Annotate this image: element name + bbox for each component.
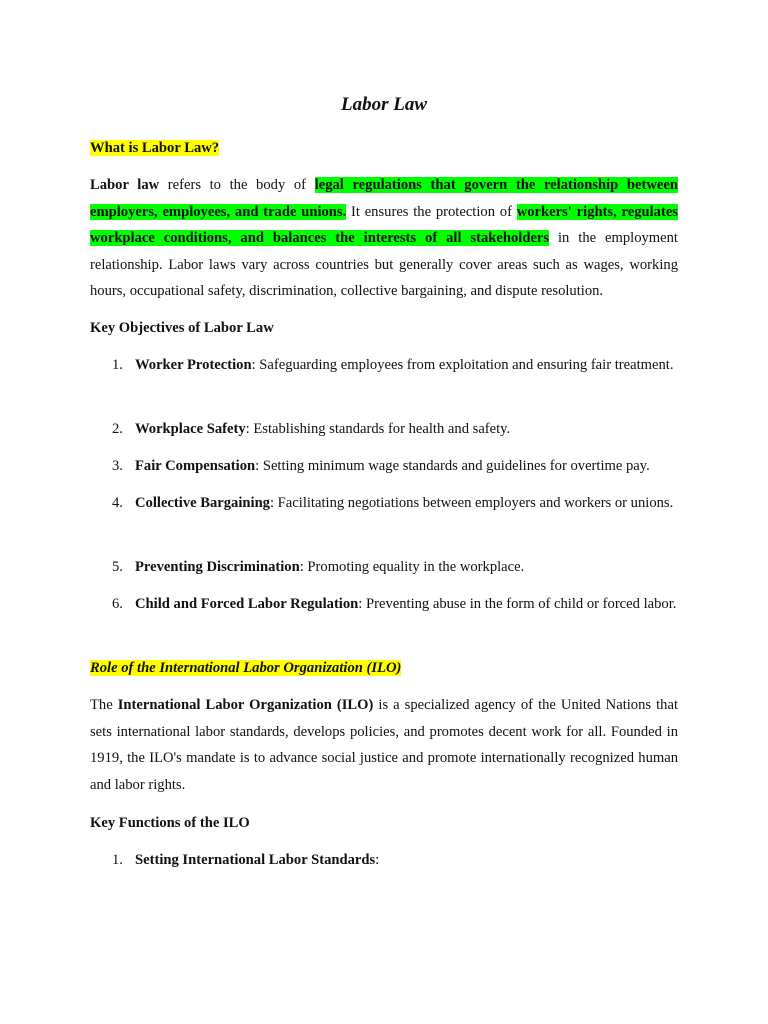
heading-text: What is Labor Law? [90,140,220,156]
list-item [90,490,678,517]
item-text: : Promoting equality in the workplace. [299,559,525,575]
intro-term: Labor law [90,177,160,193]
ilo-text-a: The [90,697,118,713]
section-heading-what-is-labor-law [90,135,678,162]
list-item [90,554,678,581]
intro-highlight-b: workers' rights, regulates workplace conditions, and balances the interests of all stakeholders [90,203,678,246]
list-item [90,591,678,618]
list-item [90,352,678,379]
list-number: 1. [112,357,123,373]
item-label: Workplace Safety [135,421,246,437]
section-heading-ilo-role [90,655,678,682]
list-number: 5. [112,559,123,575]
list-item [90,847,678,874]
intro-highlight-a: legal regulations that govern the relationship between employers, employees, and trade unions. [90,177,678,220]
item-label: Child and Forced Labor Regulation [135,596,359,612]
section-heading-key-functions [90,810,678,837]
item-label: Preventing Discrimination [135,559,300,575]
intro-text-a: refers to the body of [159,177,315,193]
list-number: 6. [112,596,123,612]
heading-text: Key Functions of the ILO [90,815,250,831]
heading-text: Role of the International Labor Organization (ILO) [90,660,402,676]
item-label: Fair Compensation [135,458,256,474]
list-item [90,453,678,480]
item-text: : Facilitating negotiations between employers and workers or unions. [269,495,674,511]
intro-text-b: It ensures the protection of [346,203,517,220]
item-label: Collective Bargaining [135,495,270,511]
list-number: 3. [112,458,123,474]
ilo-paragraph [90,692,678,798]
intro-paragraph [90,172,678,305]
item-text: : Setting minimum wage standards and guidelines for overtime pay. [255,458,650,474]
document-title: Labor Law [340,94,428,115]
item-text: : Safeguarding employees from exploitation and ensuring fair treatment. [251,357,674,373]
list-item [90,416,678,443]
heading-text: Key Objectives of Labor Law [90,320,274,336]
item-text: : [375,852,380,868]
ilo-bold: International Labor Organization (ILO) [117,697,374,713]
section-heading-key-objectives [90,315,678,342]
ilo-text-b: is a specialized agency of the United Nations that sets international labor standards, develops policies, and promotes decent work for all. Founded in 1919, the ILO's mandate is to advance social justice and promote internationally recognized human and labor rights. [90,697,678,793]
list-number: 2. [112,421,123,437]
item-label: Worker Protection [135,357,252,373]
item-text: : Establishing standards for health and safety. [245,421,511,437]
list-number: 4. [112,495,123,511]
intro-text-c: in the employment relationship. Labor laws vary across countries but generally cover areas such as wages, working hours, occupational safety, discrimination, collective bargaining, and dispute resolution. [90,230,678,299]
list-number: 1. [112,852,123,868]
item-text: : Preventing abuse in the form of child or forced labor. [358,596,677,612]
item-label: Setting International Labor Standards [135,852,376,868]
